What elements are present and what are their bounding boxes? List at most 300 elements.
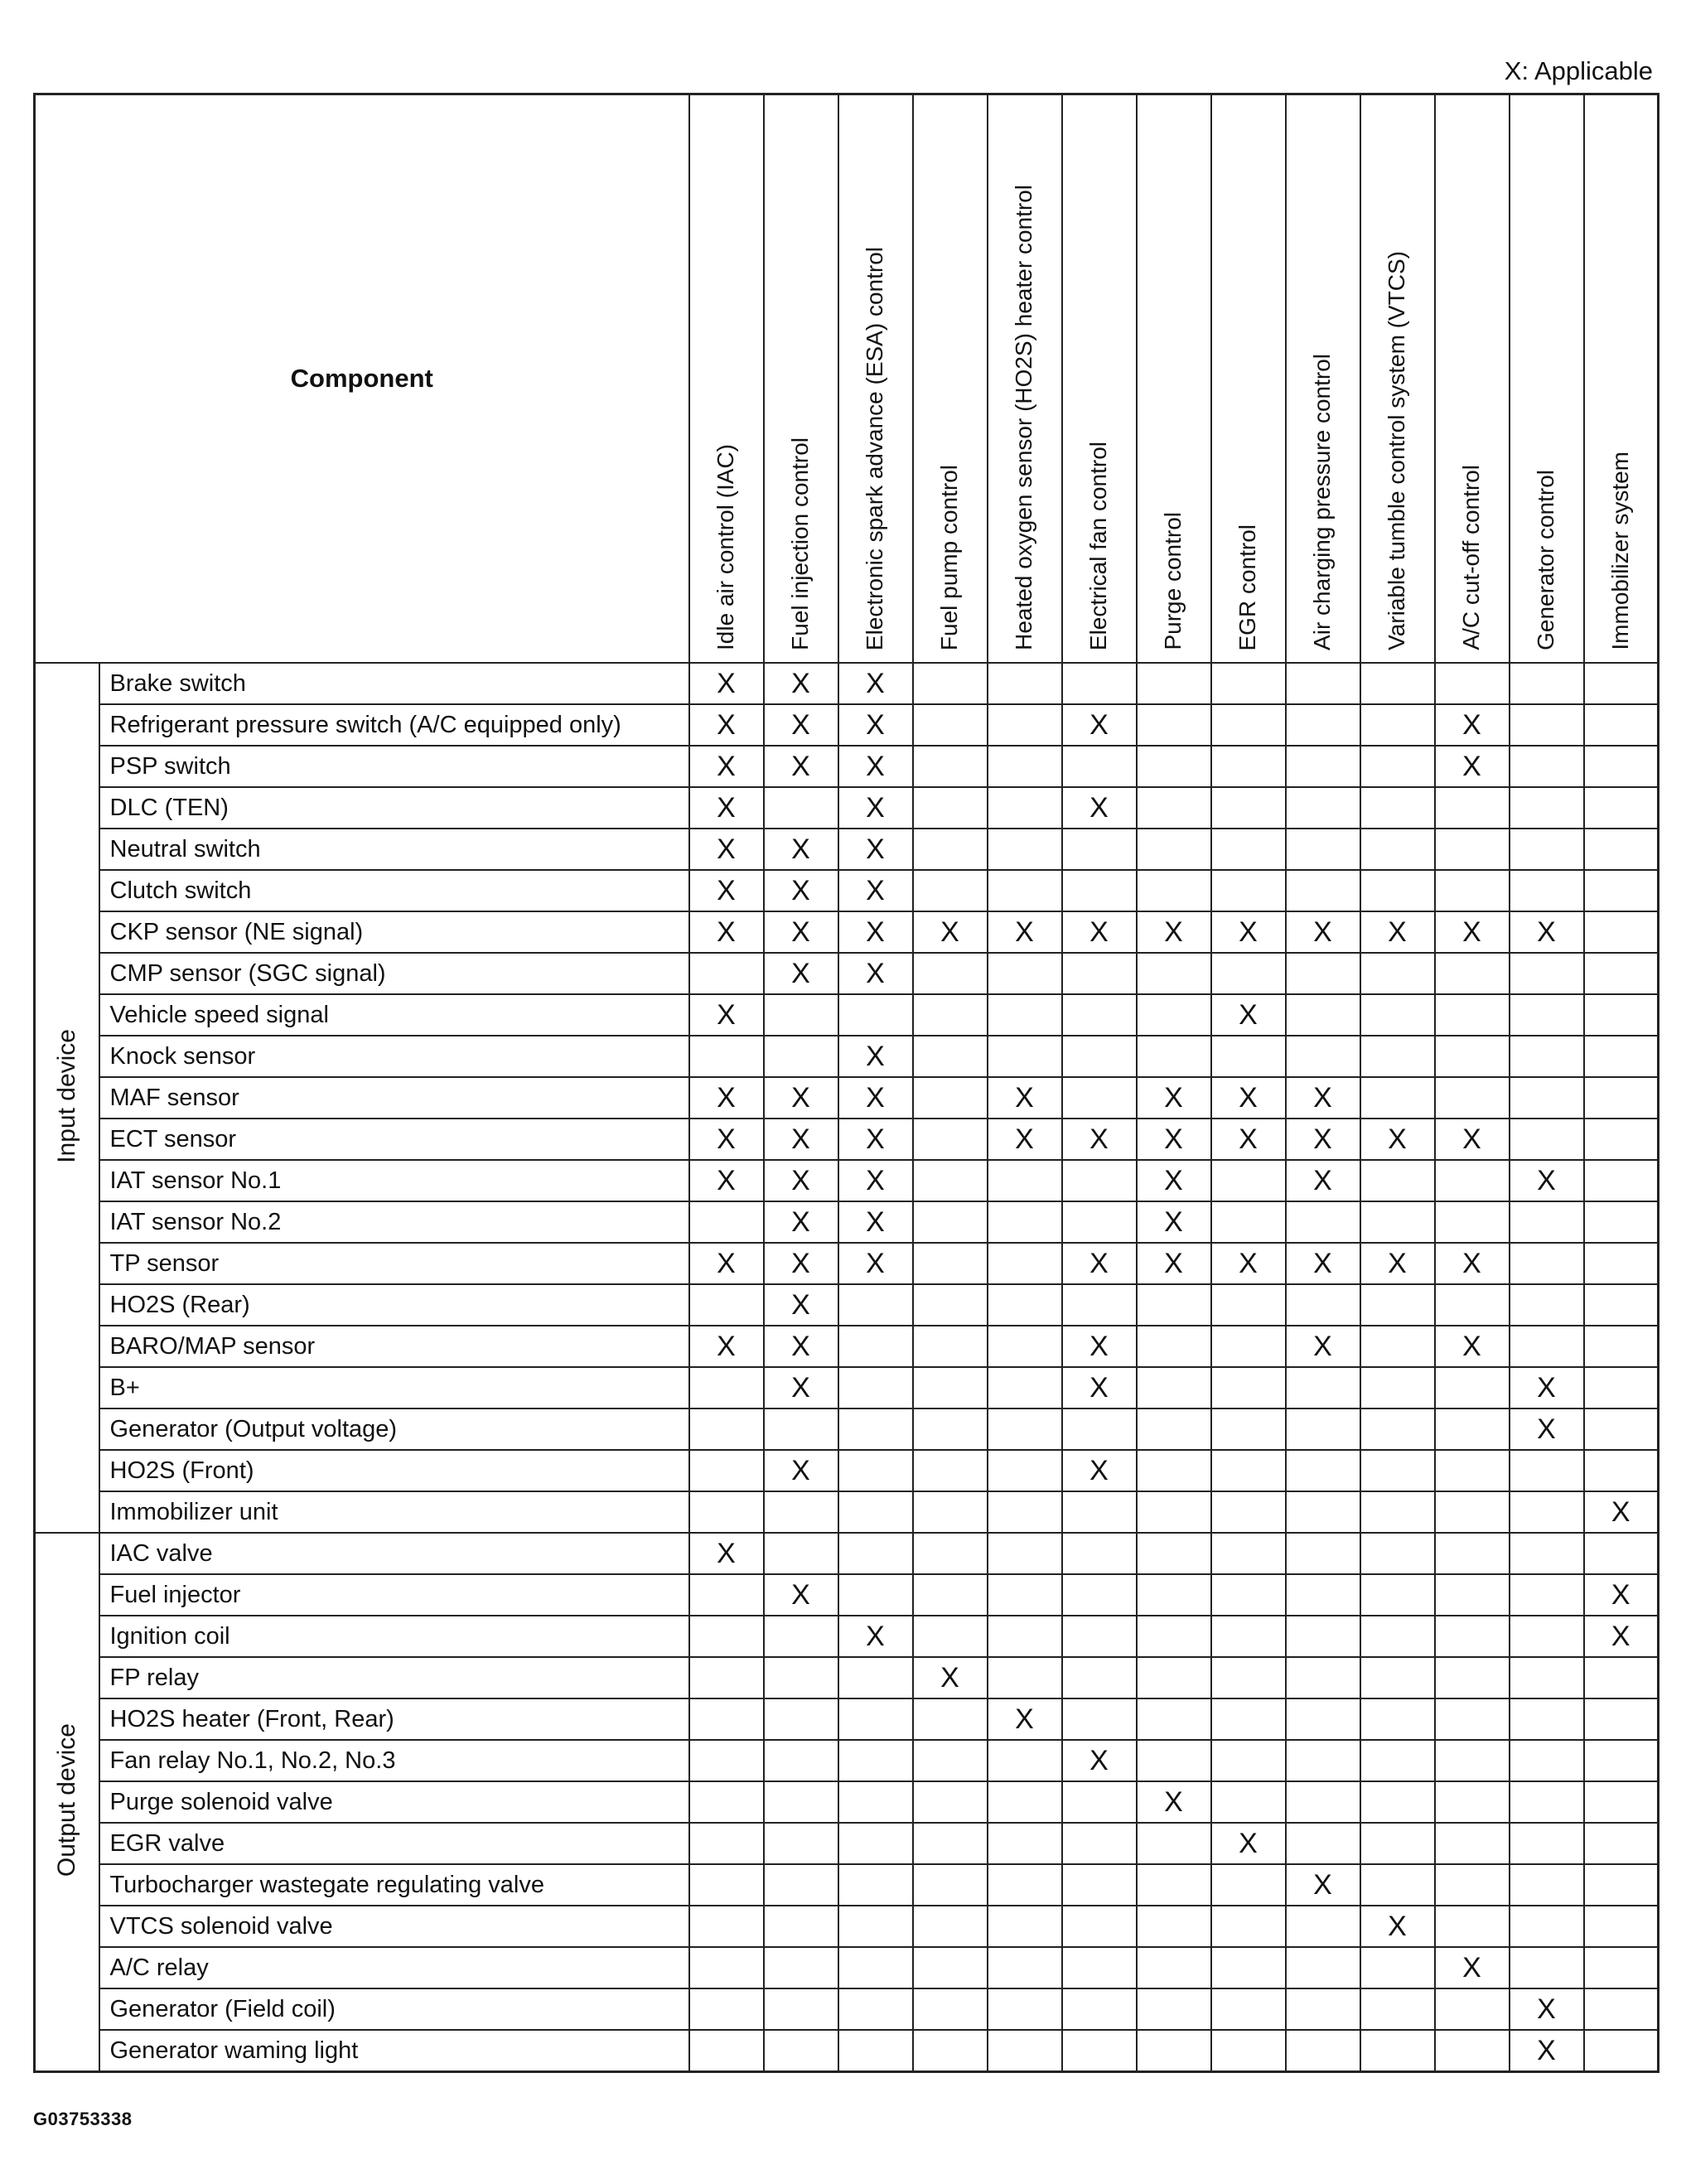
matrix-cell — [1510, 1450, 1584, 1491]
matrix-cell — [988, 787, 1062, 829]
matrix-cell: X — [838, 1201, 913, 1243]
column-header-label: Purge control — [1160, 512, 1186, 650]
matrix-cell — [1584, 1119, 1659, 1160]
matrix-cell — [764, 1781, 838, 1823]
matrix-cell: X — [764, 663, 838, 704]
matrix-cell: X — [1435, 911, 1510, 953]
matrix-cell — [1211, 1864, 1286, 1906]
component-label: PSP switch — [99, 746, 689, 787]
matrix-cell — [988, 1781, 1062, 1823]
table-row — [35, 1201, 1659, 1243]
matrix-cell — [1510, 1906, 1584, 1947]
matrix-cell — [1062, 1533, 1137, 1574]
matrix-cell — [1286, 1367, 1360, 1408]
matrix-cell — [1286, 704, 1360, 746]
matrix-cell — [1137, 1657, 1211, 1698]
device-group-text: Input device — [52, 1028, 80, 1163]
matrix-body — [35, 663, 1659, 2072]
device-group-text: Output device — [52, 1723, 80, 1877]
matrix-cell — [1062, 1823, 1137, 1864]
table-row — [35, 1036, 1659, 1077]
matrix-cell — [764, 787, 838, 829]
matrix-cell — [988, 1243, 1062, 1284]
matrix-cell — [1211, 829, 1286, 870]
component-label: B+ — [99, 1367, 689, 1408]
matrix-cell — [988, 746, 1062, 787]
table-row — [35, 953, 1659, 994]
table-row — [35, 994, 1659, 1036]
matrix-cell — [1435, 870, 1510, 911]
component-label: HO2S (Rear) — [99, 1284, 689, 1326]
matrix-cell: X — [988, 911, 1062, 953]
matrix-cell — [1584, 1243, 1659, 1284]
matrix-cell: X — [1062, 1243, 1137, 1284]
matrix-cell — [1286, 1408, 1360, 1450]
matrix-cell — [1286, 1906, 1360, 1947]
matrix-cell — [1435, 829, 1510, 870]
table-row — [35, 1450, 1659, 1491]
matrix-cell — [689, 1823, 764, 1864]
component-label: Brake switch — [99, 663, 689, 704]
matrix-cell — [689, 1781, 764, 1823]
matrix-cell: X — [764, 1326, 838, 1367]
matrix-cell — [1510, 953, 1584, 994]
matrix-cell: X — [838, 870, 913, 911]
matrix-cell — [1510, 787, 1584, 829]
table-row — [35, 1243, 1659, 1284]
matrix-cell — [1137, 1367, 1211, 1408]
matrix-cell — [1510, 994, 1584, 1036]
matrix-cell — [1510, 746, 1584, 787]
matrix-cell — [1211, 1450, 1286, 1491]
matrix-cell — [913, 704, 988, 746]
table-row — [35, 787, 1659, 829]
matrix-cell — [1584, 1284, 1659, 1326]
column-header-label: Generator control — [1533, 470, 1559, 650]
matrix-cell — [1510, 1781, 1584, 1823]
matrix-cell — [1510, 1491, 1584, 1533]
matrix-cell: X — [1211, 1077, 1286, 1119]
matrix-cell — [988, 870, 1062, 911]
matrix-cell: X — [1360, 1906, 1435, 1947]
matrix-cell — [1584, 1864, 1659, 1906]
matrix-cell: X — [1435, 746, 1510, 787]
matrix-cell: X — [1435, 1119, 1510, 1160]
matrix-cell — [838, 1408, 913, 1450]
matrix-cell — [1510, 1243, 1584, 1284]
matrix-cell: X — [689, 911, 764, 953]
matrix-cell — [1062, 953, 1137, 994]
matrix-cell — [1286, 1781, 1360, 1823]
matrix-cell — [1211, 1988, 1286, 2030]
matrix-cell — [913, 2030, 988, 2072]
component-label: ECT sensor — [99, 1119, 689, 1160]
matrix-cell — [913, 1284, 988, 1326]
matrix-cell — [1435, 1574, 1510, 1616]
matrix-cell — [1137, 1740, 1211, 1781]
matrix-cell — [1211, 1947, 1286, 1988]
column-header — [1584, 94, 1659, 664]
table-row — [35, 1326, 1659, 1367]
matrix-cell — [764, 1947, 838, 1988]
matrix-cell — [1062, 1781, 1137, 1823]
matrix-cell — [1360, 1947, 1435, 1988]
matrix-cell — [1435, 994, 1510, 1036]
matrix-cell: X — [838, 829, 913, 870]
matrix-cell: X — [838, 1119, 913, 1160]
matrix-cell — [1286, 1574, 1360, 1616]
matrix-cell — [1211, 1533, 1286, 1574]
matrix-cell: X — [1360, 911, 1435, 953]
matrix-cell: X — [764, 704, 838, 746]
matrix-cell — [1584, 1077, 1659, 1119]
table-row — [35, 1740, 1659, 1781]
column-header-label: A/C cut-off control — [1458, 465, 1485, 650]
matrix-cell — [913, 1823, 988, 1864]
matrix-cell — [838, 994, 913, 1036]
matrix-cell — [1510, 1119, 1584, 1160]
matrix-cell — [1137, 870, 1211, 911]
component-label: Purge solenoid valve — [99, 1781, 689, 1823]
matrix-cell: X — [1510, 1408, 1584, 1450]
matrix-cell: X — [1062, 704, 1137, 746]
matrix-cell — [913, 994, 988, 1036]
matrix-cell: X — [838, 787, 913, 829]
matrix-cell: X — [1286, 1119, 1360, 1160]
matrix-cell — [1360, 1616, 1435, 1657]
matrix-cell — [913, 1533, 988, 1574]
matrix-cell — [764, 1740, 838, 1781]
matrix-cell — [988, 1284, 1062, 1326]
matrix-cell: X — [1286, 911, 1360, 953]
table-row — [35, 663, 1659, 704]
matrix-cell: X — [764, 1574, 838, 1616]
table-row — [35, 1864, 1659, 1906]
matrix-cell — [1211, 2030, 1286, 2072]
table-row — [35, 911, 1659, 953]
matrix-cell — [1062, 1077, 1137, 1119]
component-label: Clutch switch — [99, 870, 689, 911]
matrix-cell — [1211, 1574, 1286, 1616]
column-header-label: Electronic spark advance (ESA) control — [862, 246, 888, 650]
matrix-cell — [1211, 1740, 1286, 1781]
matrix-cell: X — [764, 1284, 838, 1326]
matrix-cell — [1137, 787, 1211, 829]
matrix-cell — [1062, 1988, 1137, 2030]
column-header — [764, 94, 838, 664]
matrix-cell — [1062, 663, 1137, 704]
matrix-cell — [1286, 1616, 1360, 1657]
matrix-cell — [1584, 1326, 1659, 1367]
component-label: Neutral switch — [99, 829, 689, 870]
matrix-cell — [689, 1574, 764, 1616]
matrix-cell — [1510, 1036, 1584, 1077]
table-row — [35, 1616, 1659, 1657]
matrix-cell — [1360, 953, 1435, 994]
matrix-cell — [1286, 1284, 1360, 1326]
matrix-cell — [1360, 870, 1435, 911]
component-label: HO2S (Front) — [99, 1450, 689, 1491]
matrix-cell — [913, 1781, 988, 1823]
matrix-cell — [988, 1657, 1062, 1698]
matrix-cell — [1510, 1698, 1584, 1740]
component-label: Turbocharger wastegate regulating valve — [99, 1864, 689, 1906]
matrix-cell — [838, 1947, 913, 1988]
matrix-cell — [1286, 1947, 1360, 1988]
matrix-cell: X — [1435, 1947, 1510, 1988]
matrix-cell — [1211, 1657, 1286, 1698]
matrix-cell — [988, 1616, 1062, 1657]
matrix-cell: X — [1137, 1160, 1211, 1201]
matrix-cell — [913, 1243, 988, 1284]
table-row — [35, 1284, 1659, 1326]
column-header-label: Fuel pump control — [936, 464, 963, 650]
matrix-cell: X — [838, 1243, 913, 1284]
matrix-cell — [1137, 1864, 1211, 1906]
matrix-cell — [1211, 746, 1286, 787]
matrix-cell — [1435, 1036, 1510, 1077]
matrix-cell — [838, 1450, 913, 1491]
matrix-cell — [1062, 1160, 1137, 1201]
matrix-cell — [1137, 704, 1211, 746]
matrix-cell: X — [988, 1077, 1062, 1119]
matrix-cell — [1360, 1491, 1435, 1533]
matrix-cell — [1584, 1450, 1659, 1491]
matrix-cell — [1584, 1988, 1659, 2030]
matrix-cell: X — [838, 1616, 913, 1657]
matrix-cell — [838, 1781, 913, 1823]
matrix-cell — [1584, 1698, 1659, 1740]
matrix-cell — [1510, 1574, 1584, 1616]
table-row — [35, 2030, 1659, 2072]
table-row — [35, 1906, 1659, 1947]
matrix-cell — [1584, 1036, 1659, 1077]
matrix-cell — [1435, 787, 1510, 829]
matrix-cell: X — [689, 663, 764, 704]
table-row — [35, 1491, 1659, 1533]
matrix-cell — [1584, 1740, 1659, 1781]
matrix-cell: X — [1137, 1119, 1211, 1160]
matrix-cell — [1062, 2030, 1137, 2072]
matrix-cell — [1360, 1036, 1435, 1077]
matrix-cell — [1360, 1781, 1435, 1823]
matrix-cell — [764, 1864, 838, 1906]
matrix-cell — [1286, 1201, 1360, 1243]
column-header-label: Air charging pressure control — [1309, 354, 1336, 650]
matrix-cell: X — [1584, 1491, 1659, 1533]
matrix-cell: X — [1137, 1781, 1211, 1823]
matrix-cell: X — [1062, 787, 1137, 829]
matrix-cell — [1510, 1533, 1584, 1574]
matrix-cell — [1286, 1036, 1360, 1077]
table-row — [35, 746, 1659, 787]
matrix-cell — [689, 1284, 764, 1326]
matrix-cell — [913, 1408, 988, 1450]
matrix-cell — [1211, 1367, 1286, 1408]
matrix-cell — [913, 1616, 988, 1657]
matrix-cell — [1584, 1408, 1659, 1450]
matrix-cell — [1211, 1781, 1286, 1823]
matrix-cell: X — [764, 1367, 838, 1408]
matrix-cell — [913, 787, 988, 829]
matrix-cell — [1510, 870, 1584, 911]
table-row — [35, 1408, 1659, 1450]
column-header-label: Heated oxygen sensor (HO2S) heater control — [1011, 185, 1037, 650]
matrix-cell — [689, 1201, 764, 1243]
matrix-cell: X — [689, 787, 764, 829]
matrix-cell — [838, 1491, 913, 1533]
matrix-cell — [838, 1657, 913, 1698]
matrix-cell — [1360, 1657, 1435, 1698]
matrix-cell: X — [1510, 2030, 1584, 2072]
matrix-cell — [988, 1574, 1062, 1616]
matrix-cell — [913, 1574, 988, 1616]
matrix-cell — [913, 1119, 988, 1160]
matrix-cell — [1360, 829, 1435, 870]
component-label: Generator waming light — [99, 2030, 689, 2072]
matrix-cell: X — [689, 1243, 764, 1284]
matrix-cell: X — [1435, 1243, 1510, 1284]
matrix-cell — [1510, 1823, 1584, 1864]
matrix-cell — [1584, 746, 1659, 787]
table-row — [35, 829, 1659, 870]
component-label: MAF sensor — [99, 1077, 689, 1119]
matrix-cell: X — [689, 1077, 764, 1119]
table-row — [35, 1077, 1659, 1119]
matrix-cell — [838, 1533, 913, 1574]
matrix-cell — [913, 1740, 988, 1781]
matrix-cell — [988, 1160, 1062, 1201]
matrix-cell: X — [689, 1533, 764, 1574]
matrix-cell — [764, 1906, 838, 1947]
matrix-cell — [1137, 953, 1211, 994]
matrix-cell — [1584, 829, 1659, 870]
matrix-cell — [689, 1367, 764, 1408]
matrix-cell — [1360, 663, 1435, 704]
matrix-cell: X — [1286, 1243, 1360, 1284]
matrix-cell — [1510, 663, 1584, 704]
matrix-cell — [689, 1616, 764, 1657]
matrix-cell — [1286, 1988, 1360, 2030]
matrix-cell — [1137, 1036, 1211, 1077]
matrix-cell — [1510, 829, 1584, 870]
matrix-cell — [1137, 1698, 1211, 1740]
matrix-cell — [1286, 2030, 1360, 2072]
matrix-cell — [1360, 1823, 1435, 1864]
matrix-cell — [1360, 1284, 1435, 1326]
matrix-cell — [689, 1698, 764, 1740]
matrix-cell — [1360, 1574, 1435, 1616]
matrix-cell: X — [689, 704, 764, 746]
matrix-cell — [913, 1160, 988, 1201]
matrix-cell — [988, 1864, 1062, 1906]
matrix-cell — [1435, 1450, 1510, 1491]
matrix-cell — [689, 2030, 764, 2072]
matrix-cell: X — [764, 953, 838, 994]
table-row — [35, 1574, 1659, 1616]
device-group-label — [35, 1533, 99, 2072]
matrix-cell: X — [764, 829, 838, 870]
matrix-cell — [1137, 1450, 1211, 1491]
matrix-cell: X — [1510, 1367, 1584, 1408]
matrix-cell — [1435, 1408, 1510, 1450]
matrix-cell — [1435, 1698, 1510, 1740]
matrix-cell: X — [764, 1201, 838, 1243]
matrix-cell: X — [838, 1077, 913, 1119]
component-label: CMP sensor (SGC signal) — [99, 953, 689, 994]
matrix-cell — [1137, 663, 1211, 704]
matrix-cell — [1584, 1367, 1659, 1408]
matrix-cell — [1211, 1408, 1286, 1450]
matrix-cell — [988, 1533, 1062, 1574]
matrix-cell — [1510, 1947, 1584, 1988]
matrix-cell — [988, 1988, 1062, 2030]
matrix-cell — [1360, 1408, 1435, 1450]
column-header — [1211, 94, 1286, 664]
matrix-cell — [913, 1864, 988, 1906]
matrix-cell — [913, 1201, 988, 1243]
matrix-cell: X — [764, 1119, 838, 1160]
matrix-cell — [1211, 953, 1286, 994]
matrix-cell — [764, 1698, 838, 1740]
matrix-cell: X — [1062, 1367, 1137, 1408]
matrix-cell — [1435, 1781, 1510, 1823]
matrix-cell — [1360, 2030, 1435, 2072]
column-header — [838, 94, 913, 664]
matrix-cell — [1211, 1326, 1286, 1367]
matrix-cell — [689, 1947, 764, 1988]
matrix-cell: X — [764, 870, 838, 911]
matrix-cell — [1360, 1740, 1435, 1781]
matrix-cell — [988, 1201, 1062, 1243]
matrix-cell — [1137, 2030, 1211, 2072]
matrix-cell — [1510, 1657, 1584, 1698]
matrix-cell: X — [1137, 1243, 1211, 1284]
matrix-cell — [764, 1533, 838, 1574]
matrix-cell — [988, 1906, 1062, 1947]
component-label: VTCS solenoid valve — [99, 1906, 689, 1947]
matrix-cell — [913, 1988, 988, 2030]
matrix-cell — [838, 1988, 913, 2030]
matrix-cell — [1286, 1740, 1360, 1781]
matrix-cell: X — [1211, 1823, 1286, 1864]
matrix-cell — [1435, 663, 1510, 704]
matrix-cell — [1584, 1533, 1659, 1574]
matrix-cell — [1435, 1160, 1510, 1201]
column-header-label: Idle air control (IAC) — [713, 444, 739, 650]
matrix-cell — [1137, 1616, 1211, 1657]
matrix-cell: X — [689, 1326, 764, 1367]
matrix-cell — [988, 1408, 1062, 1450]
matrix-cell: X — [838, 911, 913, 953]
matrix-cell — [1062, 1906, 1137, 1947]
matrix-cell — [1360, 1201, 1435, 1243]
matrix-cell — [988, 704, 1062, 746]
matrix-cell: X — [838, 663, 913, 704]
matrix-cell: X — [1211, 1119, 1286, 1160]
matrix-cell: X — [913, 1657, 988, 1698]
matrix-cell — [1584, 870, 1659, 911]
matrix-cell — [838, 1864, 913, 1906]
matrix-cell — [1584, 704, 1659, 746]
matrix-cell — [1211, 1698, 1286, 1740]
matrix-cell — [988, 994, 1062, 1036]
matrix-cell — [764, 994, 838, 1036]
table-row — [35, 1657, 1659, 1698]
matrix-cell — [913, 746, 988, 787]
matrix-cell — [1360, 1988, 1435, 2030]
matrix-cell — [1211, 870, 1286, 911]
